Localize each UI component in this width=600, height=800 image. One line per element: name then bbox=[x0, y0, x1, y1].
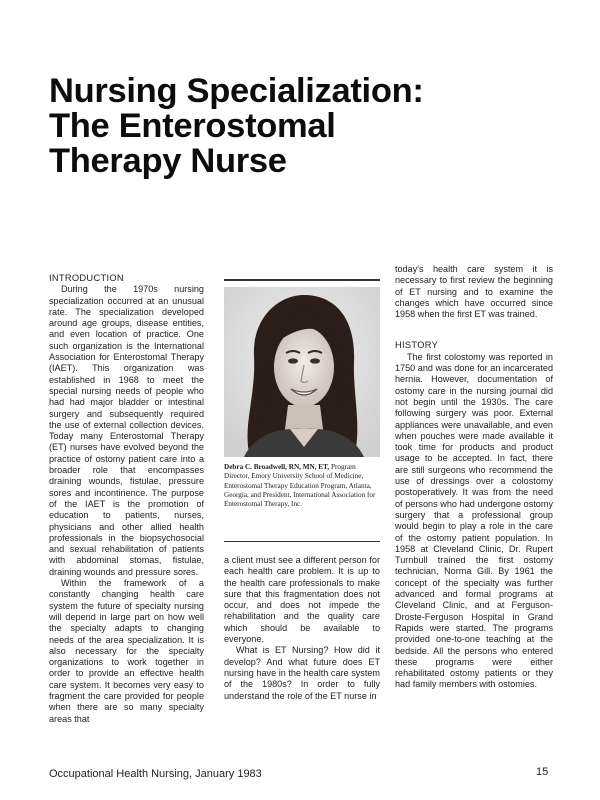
col3-intro-paragraph: today's health care system it is necessary to first review the beginning of ET nursing and to examine the changes which have occurred since 1958 when the first ET was trained. bbox=[395, 264, 553, 320]
photo-top-rule bbox=[224, 279, 380, 281]
caption-author: Debra C. Broadwell, RN, MN, ET, bbox=[224, 463, 330, 471]
introduction-heading: INTRODUCTION bbox=[49, 273, 124, 283]
author-photo bbox=[224, 287, 380, 457]
page-number: 15 bbox=[536, 766, 549, 778]
column-3 bbox=[395, 264, 553, 691]
column-2 bbox=[224, 555, 380, 702]
intro-paragraph-2: Within the framework of a constantly changing health care system the future of specialty nursing will depend in large part on how well the specialty adapts to changing needs of the area specialization. It is also necessary for the specialty organizations to work together in order to provide an effective health care system. It becomes very easy to fragment the care provided for people when there are so many specialty areas that bbox=[49, 578, 204, 724]
title-line-1: Nursing Specialization: bbox=[49, 72, 424, 110]
history-paragraph: The first colostomy was reported in 1750 and was done for an incarcerated hernia. However, documentation of ostomy care in the nursing journal did not begin until the 1930s. The care following surgery was poor. External appliances were unavailable, and even when pouches were made available it took time for products and product usage to be accepted. In fact, there are still surgeons who recommend the use of dressings over a colostomy postoperatively. It was from the need of persons who had undergone ostomy surgery that a professional group would begin to play a role in the care of the ostomy patient population. In 1958 at Cleveland Clinic, Dr. Rupert Turnbull trained the first ostomy technician, Norma Gill. By 1961 the concept of the specialty was further advanced and formal programs at Cleveland Clinic, and at Ferguson-Droste-Ferguson Hospital in Grand Rapids were started. The programs provided one-to-one teaching at the bedside. All the persons who entered these programs were either rehabilitated ostomy patients or they had family members with ostomies. bbox=[395, 351, 553, 690]
column-1 bbox=[49, 273, 204, 725]
col2-paragraph-2: What is ET Nursing? How did it develop? And what future does ET nursing have in the health care system of the 1980s? In order to fully understand the role of the ET nurse in bbox=[224, 645, 380, 701]
caption-details: Program Director, Emory University School of Medicine, Enterostomal Therapy Education Program, Atlanta, Georgia, and President, International Association for Enterostomal Therapy, Inc. bbox=[224, 463, 376, 509]
journal-footer: Occupational Health Nursing, January 1983 bbox=[49, 768, 262, 780]
caption-bottom-rule bbox=[224, 541, 380, 542]
author-portrait-image bbox=[224, 287, 380, 457]
intro-paragraph-1: During the 1970s nursing specialization occurred at an unusual rate. The specialization developed around age groups, disease entities, and even location of practice. One such organization is the International Association for Enterostomal Therapy (IAET). This organization was established in 1968 to meet the special nursing needs of people who had had major bladder or intestinal surgery and subsequently required the use of external collection devices. Today many Enterostomal Therapy (ET) nurses have evolved beyond the practice of ostomy patient care into a broader role that encompasses draining wounds, fistulae, pressure sores and incontinence. The purpose of the IAET is the promotion of education to patients, nurses, physicians and other allied health professionals in the biopsychosocial and sexual rehabilitation of patients with abdominal stomas, fistulae, draining wounds and pressure sores. bbox=[49, 284, 204, 577]
title-line-2: The Enterostomal bbox=[49, 107, 336, 145]
title-line-3: Therapy Nurse bbox=[49, 142, 287, 180]
history-heading: HISTORY bbox=[395, 340, 439, 351]
article-title bbox=[49, 74, 569, 179]
photo-caption bbox=[224, 463, 380, 509]
col2-paragraph-1: a client must see a different person for each health care problem. It is up to the health care professionals to make sure that this fragmentation does not occur, and does not impede the rehabilitation and the quality care which should be available to everyone. bbox=[224, 555, 380, 645]
